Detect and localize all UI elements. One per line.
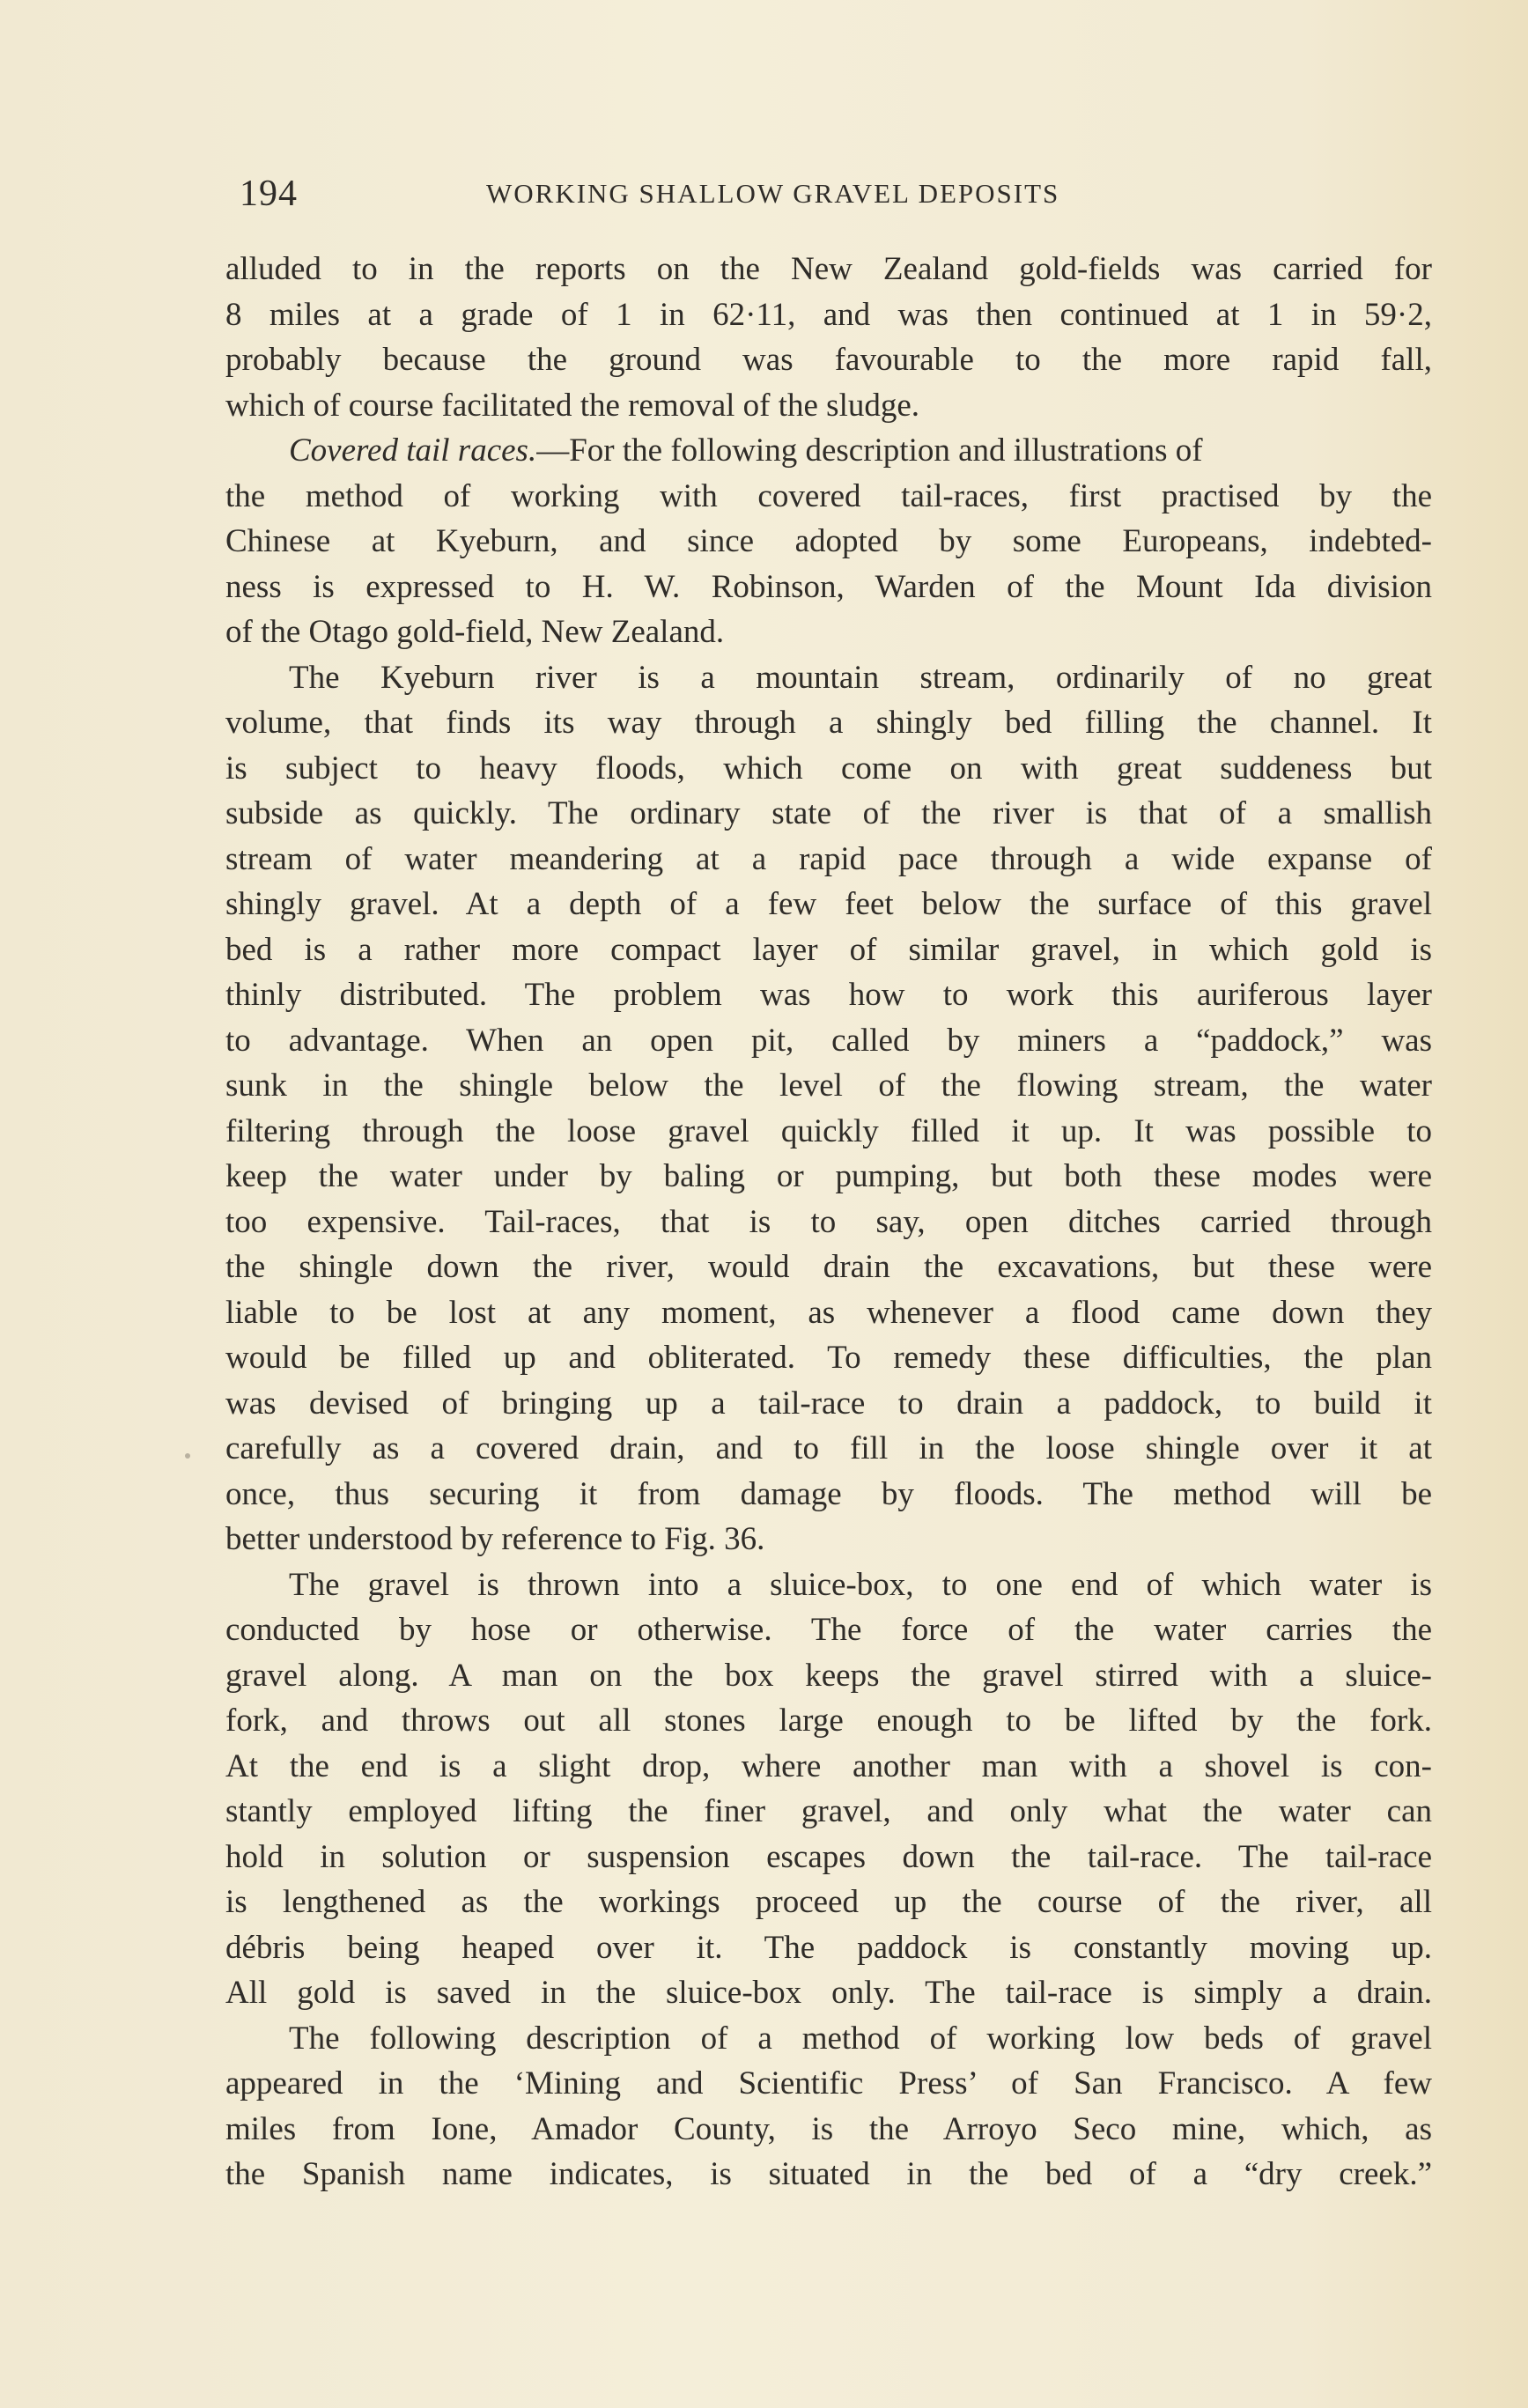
text-line: The following description of a method of working low beds of gravel [289,2020,1432,2057]
text-line: sunk in the shingle below the level of the flowing stream, the water [225,1067,1432,1104]
paper-speck [185,1453,190,1459]
paragraph [225,2016,1432,2197]
text-line: Chinese at Kyeburn, and since adopted by some Europeans, indebted- [225,523,1432,559]
text-line: ness is expressed to H. W. Robinson, Warden of the Mount Ida division [225,568,1432,605]
paragraph [225,1562,1432,2016]
text-line: the method of working with covered tail-races, first practised by the [225,477,1432,514]
text-line: stream of water meandering at a rapid pace through a wide expanse of [225,840,1432,877]
text-line: filtering through the loose gravel quickly filled it up. It was possible to [225,1112,1432,1149]
text-line: is subject to heavy floods, which come on with great suddeness but [225,750,1432,787]
text-line: would be filled up and obliterated. To remedy these difficulties, the plan [225,1340,1432,1376]
text-line: At the end is a slight drop, where another man with a shovel is con- [225,1747,1432,1784]
section-title: Covered tail races. [289,432,537,469]
text-line: better understood by reference to Fig. 36. [225,1521,765,1557]
text-line: liable to be lost at any moment, as whenever a flood came down they [225,1294,1432,1331]
text-line: 8 miles at a grade of 1 in 62·11, and was then continued at 1 in 59·2, [225,296,1432,333]
paragraph [225,655,1432,1562]
text-line: to advantage. When an open pit, called by miners a “paddock,” was [225,1022,1432,1059]
text-line: conducted by hose or otherwise. The force of the water carries the [225,1612,1432,1648]
text-line: carefully as a covered drain, and to fill in the loose shingle over it at [225,1430,1432,1466]
text-line [225,428,1432,474]
text-line: of the Otago gold-field, New Zealand. [225,614,725,650]
text-line: stantly employed lifting the finer gravel, and only what the water can [225,1793,1432,1829]
text-line: gravel along. A man on the box keeps the gravel stirred with a sluice- [225,1657,1432,1694]
text-line: keep the water under by baling or pumping, but both these modes were [225,1158,1432,1194]
page-header [240,173,1420,218]
text-line: All gold is saved in the sluice-box only. The tail-race is simply a drain. [225,1975,1432,2011]
text-line: bed is a rather more compact layer of similar gravel, in which gold is [225,931,1432,968]
text-line: fork, and throws out all stones large enough to be lifted by the fork. [225,1703,1432,1739]
text-line: too expensive. Tail-races, that is to say, open ditches carried through [225,1203,1432,1240]
text-line: miles from Ione, Amador County, is the Arroyo Seco mine, which, as [225,2110,1432,2147]
text-line: volume, that finds its way through a shingly bed filling the channel. It [225,705,1432,741]
text-fragment: —For the following description and illustrations of [536,432,1203,469]
text-line: The Kyeburn river is a mountain stream, ordinarily of no great [289,659,1432,696]
text-line: thinly distributed. The problem was how to work this auriferous layer [225,977,1432,1013]
running-head: WORKING SHALLOW GRAVEL DEPOSITS [486,178,1060,209]
text-line: débris being heaped over it. The paddock is constantly moving up. [225,1929,1432,1966]
paragraph [225,428,1432,655]
text-line: probably because the ground was favourable to the more rapid fall, [225,342,1432,378]
text-line: subside as quickly. The ordinary state of the river is that of a smallish [225,795,1432,831]
text-line: shingly gravel. At a depth of a few feet below the surface of this gravel [225,886,1432,922]
text-line: is lengthened as the workings proceed up the course of the river, all [225,1884,1432,1920]
page-number: 194 [240,174,298,214]
text-line: the Spanish name indicates, is situated in the bed of a “dry creek.” [225,2156,1432,2192]
text-line: alluded to in the reports on the New Zealand gold-fields was carried for [225,251,1432,287]
text-line: the shingle down the river, would drain the excavations, but these were [225,1249,1432,1285]
text-line: The gravel is thrown into a sluice-box, to one end of which water is [289,1566,1432,1603]
text-line: hold in solution or suspension escapes down the tail-race. The tail-race [225,1838,1432,1875]
paragraph [225,247,1432,428]
text-line: which of course facilitated the removal of the sludge. [225,387,920,424]
body-text [225,247,1432,2197]
text-line: appeared in the ‘Mining and Scientific Press’ of San Francisco. A few [225,2065,1432,2101]
text-line: was devised of bringing up a tail-race to drain a paddock, to build it [225,1385,1432,1422]
text-line: once, thus securing it from damage by floods. The method will be [225,1475,1432,1512]
